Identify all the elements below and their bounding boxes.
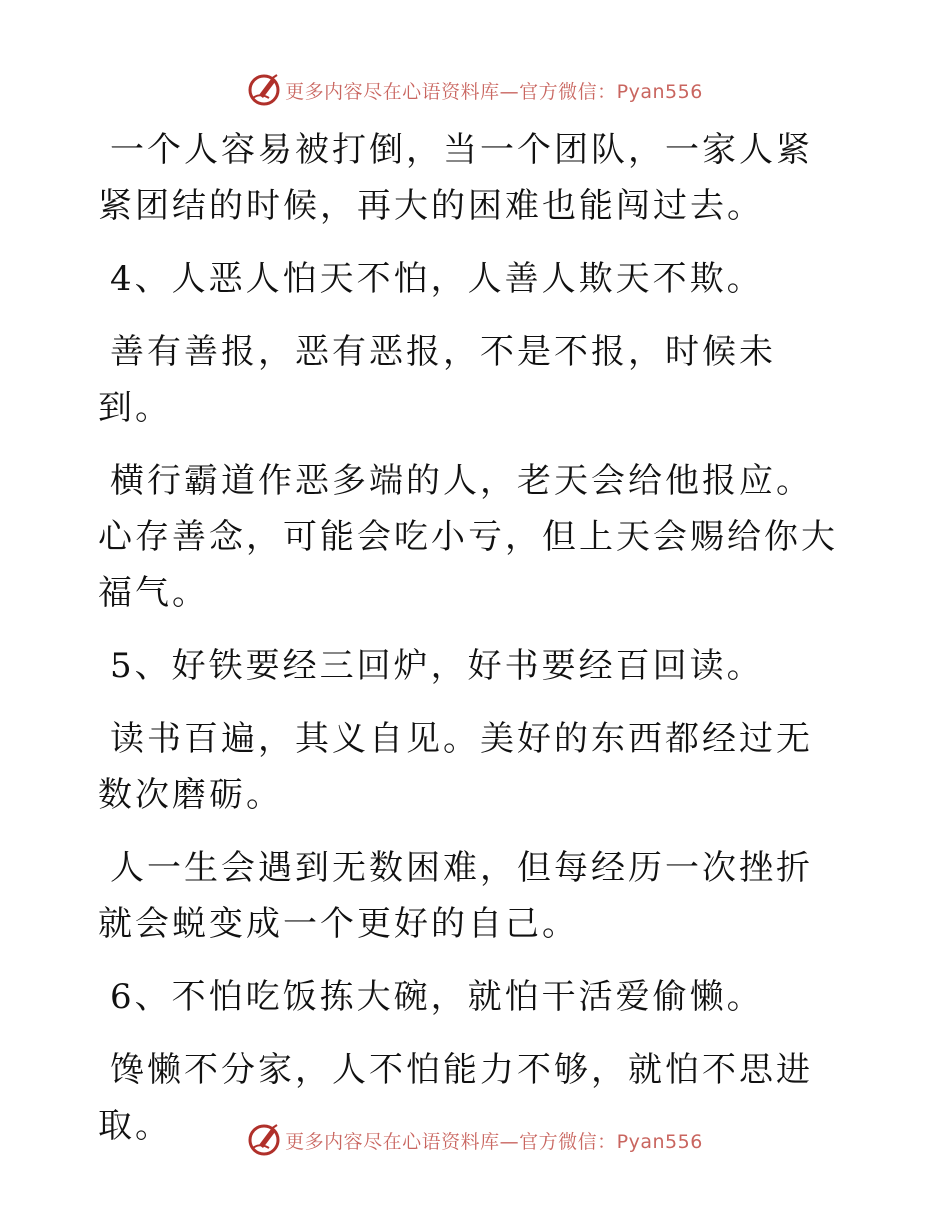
pen-nib-circle-logo-icon — [247, 1123, 281, 1157]
paragraph: 读书百遍，其义自见。美好的东西都经过无数次磨砺。 — [98, 719, 813, 815]
paragraph: 馋懒不分家，人不怕能力不够，就怕不思进取。 — [98, 1050, 813, 1146]
paragraph: 6、不怕吃饭拣大碗，就怕干活爱偷懒。 — [110, 977, 764, 1017]
paragraph: 横行霸道作恶多端的人，老天会给他报应。心存善念，可能会吃小亏，但上天会赐给你大福气。 — [98, 461, 838, 613]
paragraph: 4、人恶人怕天不怕，人善人欺天不欺。 — [110, 259, 764, 299]
paragraph: 5、好铁要经三回炉，好书要经百回读。 — [110, 646, 764, 686]
header-banner-text: 更多内容尽在心语资料库—官方微信：Pyan556 — [285, 80, 703, 103]
pen-nib-circle-logo-icon — [247, 73, 281, 107]
footer-banner-text: 更多内容尽在心语资料库—官方微信：Pyan556 — [285, 1130, 703, 1153]
paragraph: 一个人容易被打倒，当一个团队，一家人紧紧团结的时候，再大的困难也能闯过去。 — [98, 130, 813, 226]
paragraph: 人一生会遇到无数困难，但每经历一次挫折就会蜕变成一个更好的自己。 — [98, 848, 813, 944]
paragraph: 善有善报，恶有恶报，不是不报，时候未到。 — [98, 332, 776, 428]
header-banner — [0, 70, 950, 110]
document-body — [98, 122, 838, 1171]
footer-banner — [0, 1120, 950, 1160]
